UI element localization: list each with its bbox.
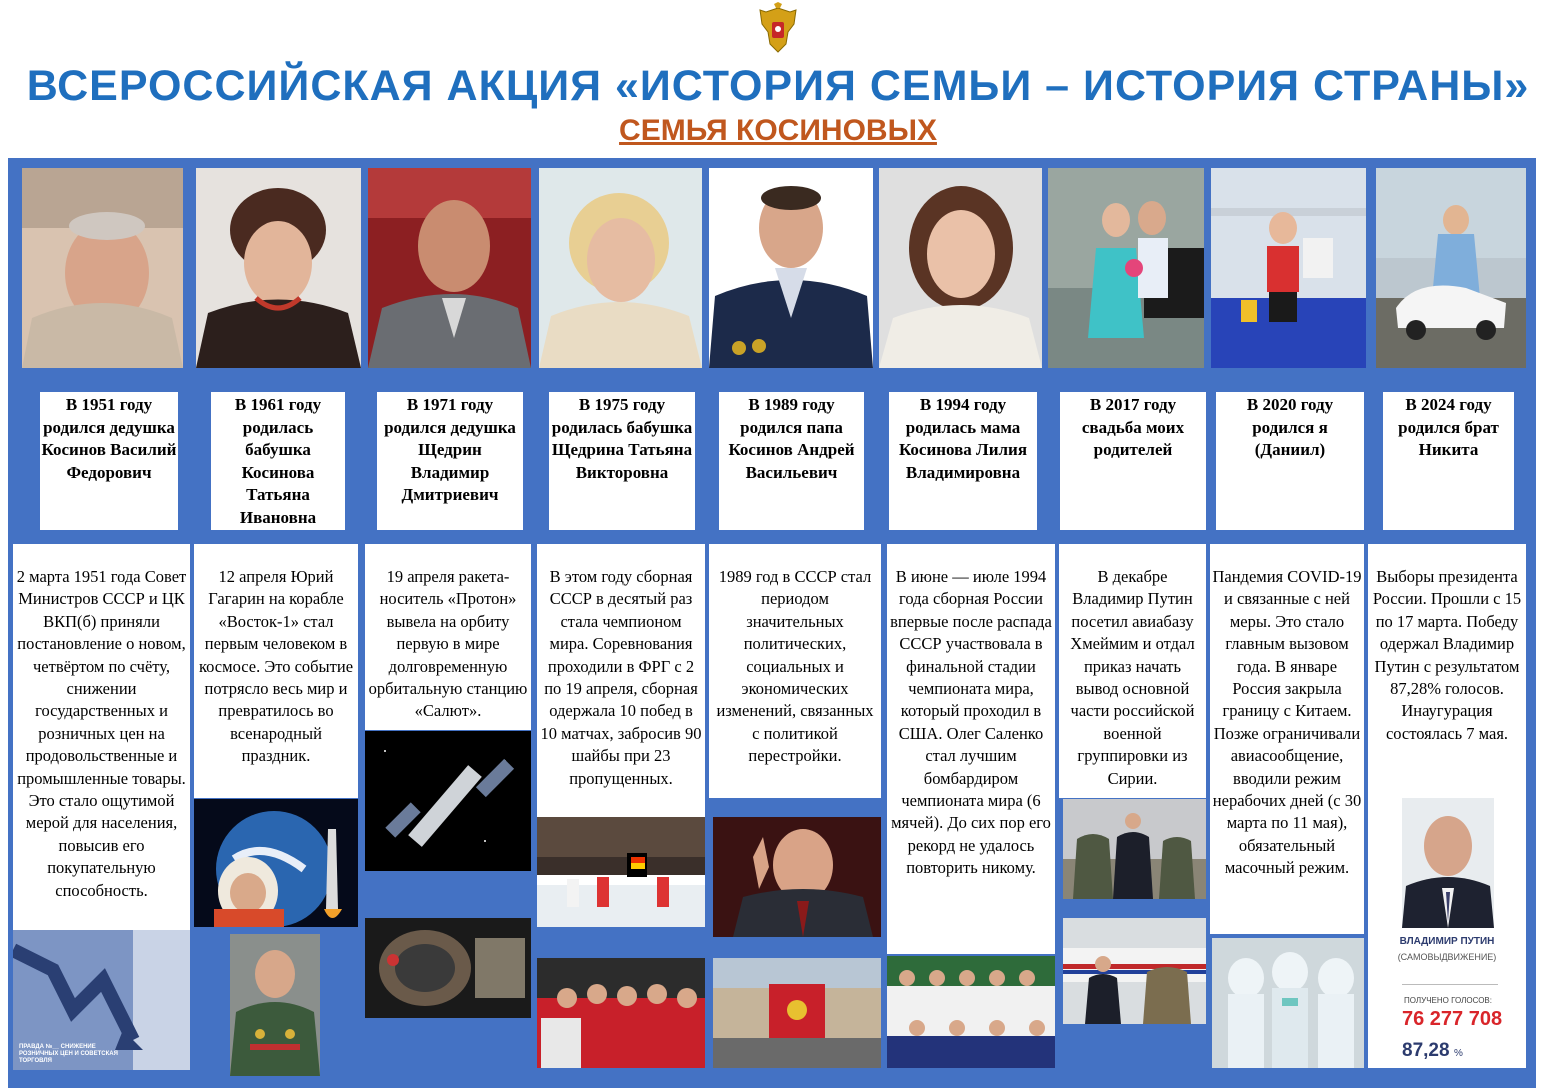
portrait-photo-grandfather-shchedrin [368, 168, 531, 368]
gorbachev-image [713, 817, 881, 937]
red-square-image [713, 958, 881, 1068]
hmeimim-base-visit-image [1063, 799, 1206, 899]
portrait-photo-father [709, 168, 873, 368]
caption-1961: В 1961 году родилась бабушка Косинова Татьяна Ивановна [211, 392, 345, 530]
percent-sign: % [1454, 1048, 1463, 1059]
caption-1989: В 1989 году родился папа Косинов Андрей Васильевич [719, 392, 864, 530]
photo-boy-daniil-gym [1211, 168, 1366, 368]
putin-portrait-image [1402, 798, 1494, 928]
portrait-photo-grandmother-kosinova [196, 168, 361, 368]
divider [1402, 984, 1498, 985]
event-text-1975: В этом году сборная СССР в десятый раз стала чемпионом мира. Соревнования проходили в ФРГ с 2 по 19 апреля, сборная одержала 10 побед в 10 матчах, забросив 90 шайбы при 23 пропущенных. [537, 544, 705, 820]
portrait-photo-grandfather-kosinov [22, 168, 183, 368]
ussr-hockey-team-image [537, 958, 705, 1068]
caption-1951: В 1951 году родился дедушка Косинов Василий Федорович [40, 392, 178, 530]
portrait-photo-mother [879, 168, 1042, 368]
russia-football-team-image [887, 956, 1055, 1068]
event-text-1971: 19 апреля ракета-носитель «Протон» вывела на орбиту первую в мире долговременную орбитальную станцию «Салют». [365, 544, 531, 730]
event-text-1951: 2 марта 1951 года Совет Министров СССР и ЦК ВКП(б) приняли постановление о новом, четвёртом по счёту, снижении государственных и розничных цен на продовольственные и промышленные товары. Это стало ощутимой мерой для населения, повысив его покупательную способность. [13, 544, 190, 932]
gagarin-space-image [194, 799, 358, 927]
covid-medics-image [1212, 938, 1364, 1068]
page-title: ВСЕРОССИЙСКАЯ АКЦИЯ «ИСТОРИЯ СЕМЬИ – ИСТОРИЯ СТРАНЫ» [26, 62, 1530, 110]
caption-2024: В 2024 году родился брат Никита [1383, 392, 1514, 530]
newspaper-price-reduction-image [13, 930, 190, 1070]
newspaper-caption: ПРАВДА №__ СНИЖЕНИЕ РОЗНИЧНЫХ ЦЕН И СОВЕТСКАЯ ТОРГОВЛЯ [19, 1044, 118, 1064]
percent-row [1402, 1040, 1522, 1062]
caption-1975: В 1975 году родилась бабушка Щедрина Татьяна Викторовна [549, 392, 695, 530]
event-text-2024: Выборы президента России. Прошли с 15 по 17 марта. Победу одержал Владимир Путин с результатом 87,28% голосов. Инаугурация состоялась 7 мая. [1368, 544, 1526, 798]
photo-brother-nikita-toy-car [1376, 168, 1526, 368]
votes-count: 76 277 708 [1402, 1008, 1503, 1030]
putin-aircraft-image [1063, 918, 1206, 1024]
page-subtitle: СЕМЬЯ КОСИНОВЫХ [619, 114, 937, 147]
event-text-1994: В июне — июле 1994 года сборная России впервые после распада СССР участвовала в финальной стадии чемпионата мира, который проходил в США. Олег Саленко стал лучшим бомбардиром чемпионата мира (6 мячей). До сих пор его рекорд не удалось повторить никому. [887, 544, 1055, 954]
wedding-photo-parents [1048, 168, 1204, 368]
event-text-1961: 12 апреля Юрий Гагарин на корабле «Восток-1» стал первым человеком в космосе. Это событие потрясло весь мир и превратилось во всенародный праздник. [194, 544, 358, 798]
caption-1971: В 1971 году родился дедушка Щедрин Владимир Дмитриевич [377, 392, 523, 530]
gagarin-portrait-image [230, 934, 320, 1076]
event-text-2020: Пандемия COVID-19 и связанные с ней меры. Это стало главным вызовом года. В январе Россия закрыла границу с Китаем. Позже ограничивали авиасообщение, вводили режим нерабочих дней (с 30 марта по 11 мая), обязательный масочный режим. [1210, 544, 1364, 934]
event-text-1989: 1989 год в СССР стал периодом значительных политических, социальных и экономических изменений, связанных с политикой перестройки. [709, 544, 881, 798]
coat-of-arms-icon [758, 2, 798, 56]
votes-label: ПОЛУЧЕНО ГОЛОСОВ: [1404, 996, 1492, 1005]
salyut-interior-image [365, 918, 531, 1018]
candidate-name: ВЛАДИМИР ПУТИН [1399, 936, 1495, 947]
portrait-photo-grandmother-shchedrina [539, 168, 702, 368]
candidate-nomination: (САМОВЫДВИЖЕНИЕ) [1397, 952, 1497, 962]
caption-2020: В 2020 году родился я (Даниил) [1216, 392, 1364, 530]
caption-2017: В 2017 году свадьба моих родителей [1060, 392, 1206, 530]
hockey-match-image [537, 817, 705, 927]
salyut-station-image [365, 731, 531, 871]
caption-1994: В 1994 году родилась мама Косинова Лилия Владимировна [889, 392, 1037, 530]
vote-percent: 87,28 [1402, 1040, 1450, 1061]
election-result-poster [1368, 796, 1526, 1068]
event-text-2017: В декабре Владимир Путин посетил авиабазу Хмеймим и отдал приказ начать вывод основной части российской военной группировки из Сирии. [1059, 544, 1206, 798]
